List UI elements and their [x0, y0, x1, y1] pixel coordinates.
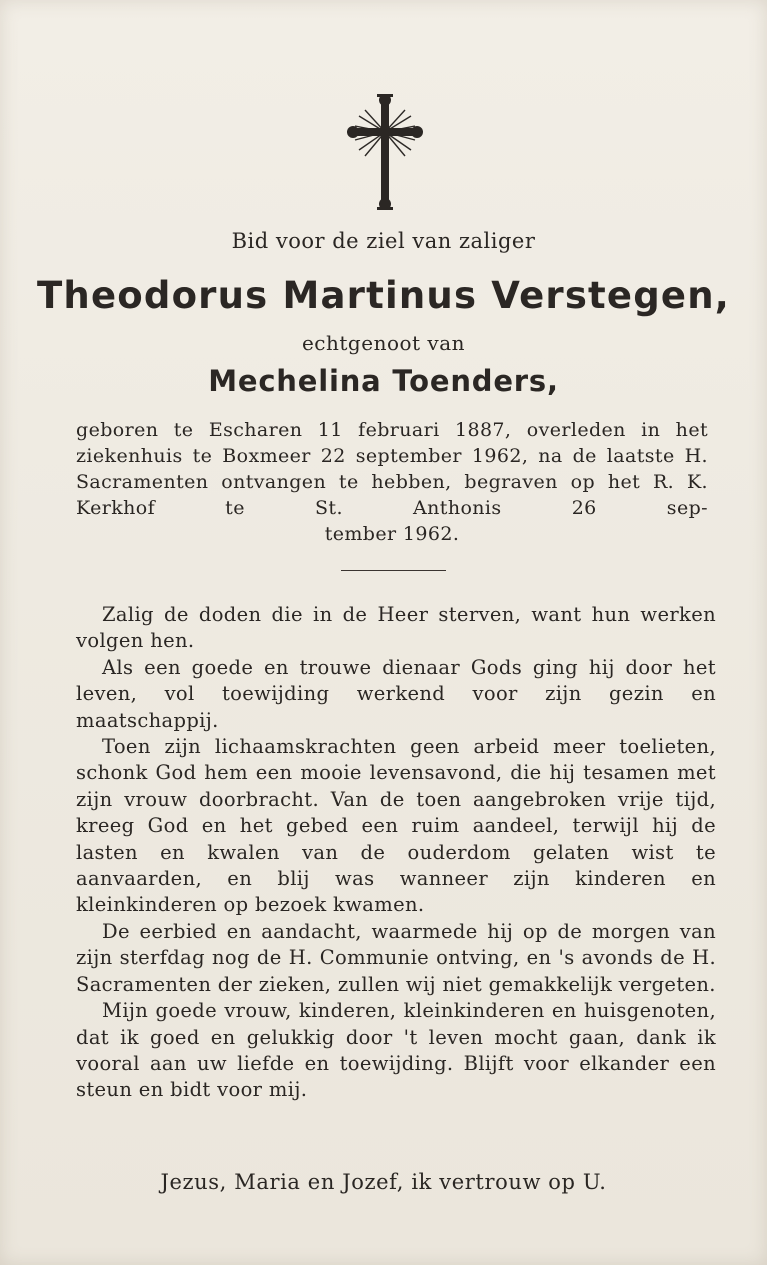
deceased-name: Theodorus Martinus Verstegen,	[36, 274, 730, 317]
spouse-label: echtgenoot van	[301, 331, 466, 355]
eulogy-paragraph: Zalig de doden die in de Heer sterven, want hun werken volgen hen.	[76, 603, 716, 653]
spouse-name: Mechelina Toenders,	[208, 364, 559, 398]
eulogy-paragraph: Mijn goede vrouw, kinderen, kleinkinderen en huisgenoten, dat ik goed en gelukkig door 't leven mocht gaan, dank ik vooral aan uw liefde en toewijding. Blijft voor elkander een steun en bidt voor mij.	[76, 999, 716, 1102]
divider-line	[341, 570, 446, 571]
biography	[76, 417, 708, 547]
closing-prayer: Jezus, Maria en Jozef, ik vertrouw op U.	[160, 1170, 607, 1194]
biography-main: geboren te Escharen 11 februari 1887, overleden in het ziekenhuis te Boxmeer 22 september 1962, na de laatste H. Sacramenten ontvangen te hebben, begraven op het R. K. Kerkhof te St. Anthonis 26 sep-	[76, 419, 708, 519]
eulogy-paragraph: Als een goede en trouwe dienaar Gods ging hij door het leven, vol toewijding werkend voor zijn gezin en maatschappij.	[76, 655, 716, 732]
eulogy-paragraph: De eerbied en aandacht, waarmede hij op de morgen van zijn sterfdag nog de H. Communie ontving, en 's avonds de H. Sacramenten der zieken, zullen wij niet gemakkelijk vergeten.	[76, 919, 716, 996]
intro-line: Bid voor de ziel van zaliger	[231, 229, 536, 253]
eulogy-text	[76, 602, 716, 1104]
cross-icon	[347, 92, 423, 212]
eulogy-paragraph: Toen zijn lichaamskrachten geen arbeid meer toelieten, schonk God hem een mooie levensavond, die hij tesamen met zijn vrouw doorbracht. Van de toen aangebroken vrije tijd, kreeg God en het gebed een ruim aandeel, terwijl hij de lasten en kwalen van de ouderdom gelaten wist te aanvaarden, en blij was wanneer zijn kinderen en kleinkinderen op bezoek kwamen.	[76, 735, 716, 917]
biography-end: tember 1962.	[324, 523, 460, 545]
